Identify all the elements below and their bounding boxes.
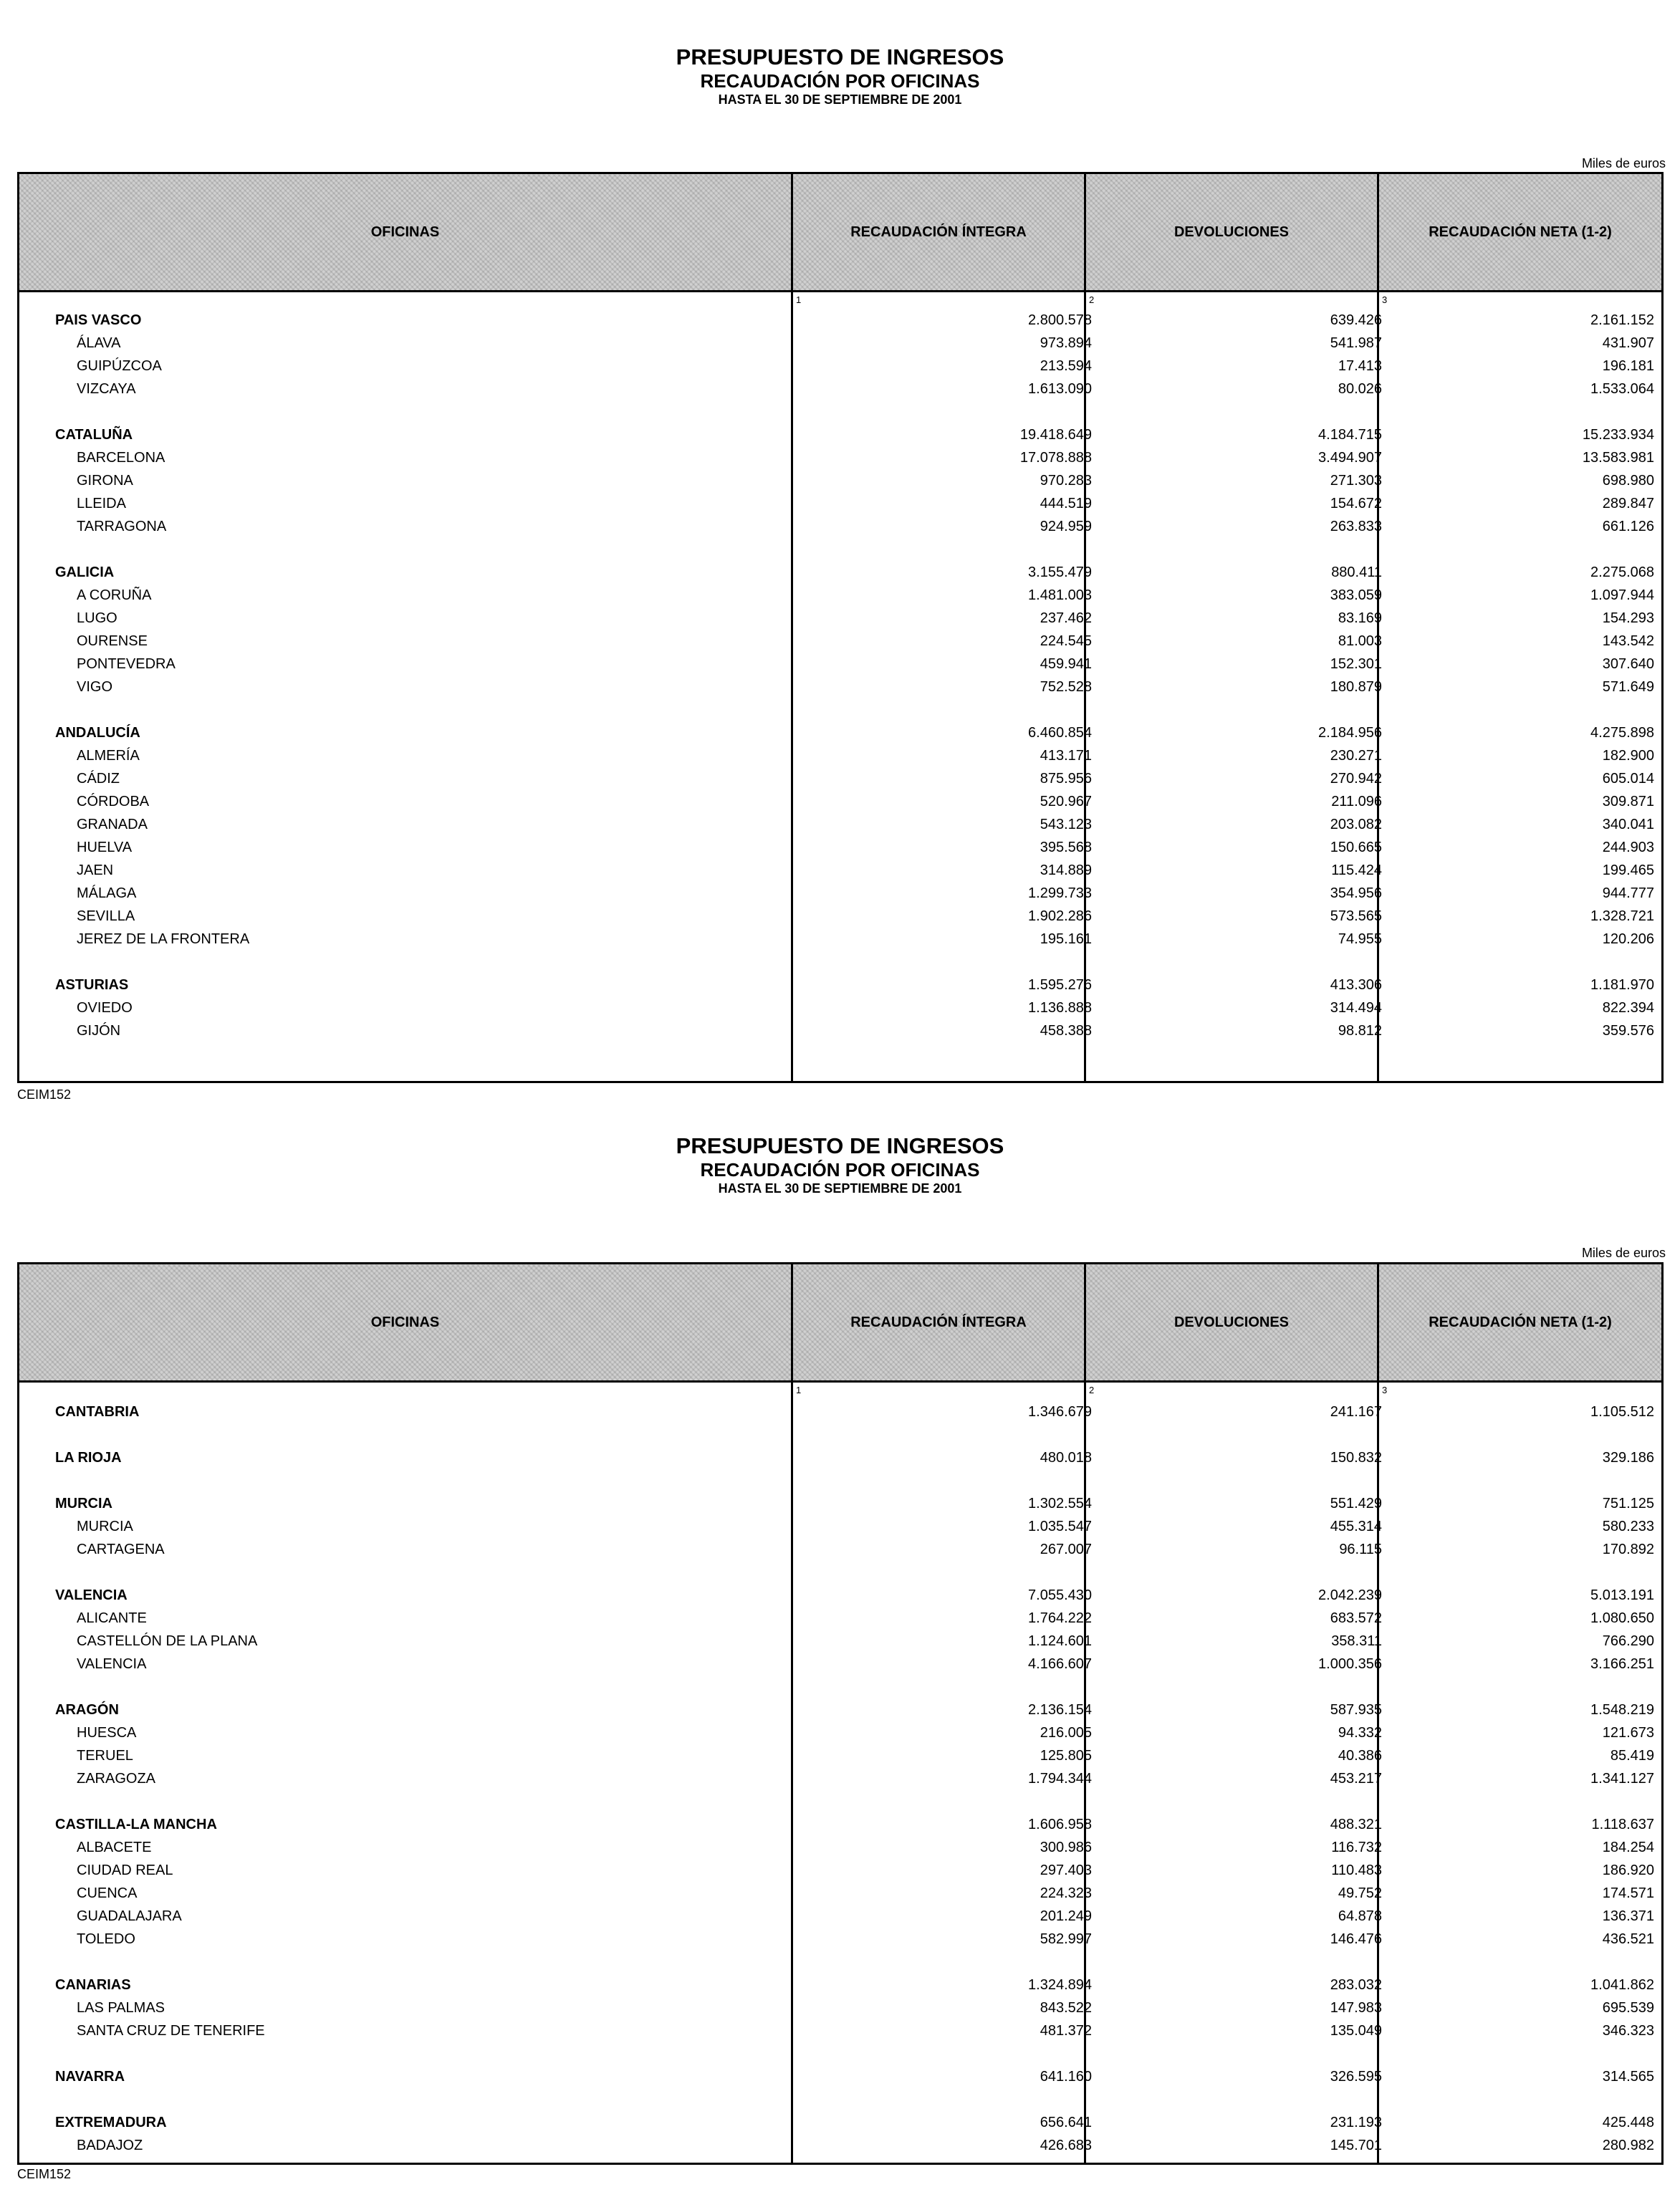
recaudacion-integra-value: 1.606.958 <box>1028 1817 1092 1832</box>
recaudacion-integra-value: 973.894 <box>1040 335 1092 351</box>
recaudacion-neta-value: 307.640 <box>1602 656 1654 672</box>
recaudacion-neta-value: 1.548.219 <box>1590 1702 1654 1718</box>
recaudacion-integra-value: 970.283 <box>1040 473 1092 489</box>
office-name: NAVARRA <box>55 2069 125 2085</box>
recaudacion-neta-value: 580.233 <box>1602 1519 1654 1534</box>
devoluciones-value: 180.879 <box>1330 679 1382 695</box>
recaudacion-integra-value: 2.136.154 <box>1028 1702 1092 1718</box>
devoluciones-value: 241.167 <box>1330 1404 1382 1420</box>
recaudacion-integra-value: 1.324.894 <box>1028 1977 1092 1993</box>
office-row <box>19 905 1661 928</box>
office-row <box>19 378 1661 400</box>
devoluciones-value: 80.026 <box>1338 381 1382 397</box>
report-subtitle: RECAUDACIÓN POR OFICINAS <box>700 70 980 92</box>
recaudacion-neta-value: 2.275.068 <box>1590 564 1654 580</box>
devoluciones-value: 81.003 <box>1338 633 1382 649</box>
office-name: LAS PALMAS <box>77 2000 165 2016</box>
devoluciones-value: 2.184.956 <box>1318 725 1382 741</box>
office-row <box>19 790 1661 813</box>
region-row <box>19 309 1661 332</box>
recaudacion-neta-value: 425.448 <box>1602 2115 1654 2130</box>
office-name: GRANADA <box>77 817 148 832</box>
region-row <box>19 721 1661 744</box>
recaudacion-integra-value: 1.613.090 <box>1028 381 1092 397</box>
office-row <box>19 928 1661 951</box>
office-row <box>19 469 1661 492</box>
office-name: LA RIOJA <box>55 1450 122 1466</box>
devoluciones-value: 83.169 <box>1338 610 1382 626</box>
devoluciones-value: 573.565 <box>1330 908 1382 924</box>
recaudacion-neta-value: 5.013.191 <box>1590 1587 1654 1603</box>
office-row <box>19 584 1661 607</box>
recaudacion-integra-value: 300.986 <box>1040 1840 1092 1855</box>
devoluciones-value: 145.701 <box>1330 2138 1382 2153</box>
recaudacion-neta-value: 314.565 <box>1602 2069 1654 2085</box>
office-name: PAIS VASCO <box>55 312 142 328</box>
recaudacion-integra-value: 543.123 <box>1040 817 1092 832</box>
recaudacion-neta-value: 15.233.934 <box>1582 427 1654 443</box>
office-row <box>19 1019 1661 1042</box>
office-name: GALICIA <box>55 564 115 580</box>
recaudacion-neta-value: 4.275.898 <box>1590 725 1654 741</box>
office-name: CASTELLÓN DE LA PLANA <box>77 1633 258 1649</box>
recaudacion-integra-value: 459.941 <box>1040 656 1092 672</box>
office-name: CIUDAD REAL <box>77 1862 173 1878</box>
recaudacion-neta-value: 3.166.251 <box>1590 1656 1654 1672</box>
devoluciones-value: 263.833 <box>1330 519 1382 534</box>
recaudacion-neta-value: 751.125 <box>1602 1496 1654 1511</box>
devoluciones-value: 354.956 <box>1330 885 1382 901</box>
recaudacion-integra-value: 1.902.286 <box>1028 908 1092 924</box>
recaudacion-integra-value: 481.372 <box>1040 2023 1092 2039</box>
recaudacion-integra-value: 520.967 <box>1040 794 1092 809</box>
devoluciones-value: 154.672 <box>1330 496 1382 511</box>
devoluciones-value: 270.942 <box>1330 771 1382 787</box>
office-row <box>19 882 1661 905</box>
recaudacion-integra-value: 6.460.854 <box>1028 725 1092 741</box>
recaudacion-integra-value: 297.403 <box>1040 1862 1092 1878</box>
devoluciones-value: 74.955 <box>1338 931 1382 947</box>
office-row <box>19 996 1661 1019</box>
office-name: VALENCIA <box>55 1587 128 1603</box>
devoluciones-value: 94.332 <box>1338 1725 1382 1741</box>
office-row <box>19 630 1661 653</box>
devoluciones-value: 231.193 <box>1330 2115 1382 2130</box>
devoluciones-value: 40.386 <box>1338 1748 1382 1764</box>
recaudacion-neta-value: 1.105.512 <box>1590 1404 1654 1420</box>
recaudacion-neta-value: 309.871 <box>1602 794 1654 809</box>
recaudacion-integra-value: 267.007 <box>1040 1542 1092 1557</box>
region-row <box>19 1698 1661 1721</box>
devoluciones-value: 551.429 <box>1330 1496 1382 1511</box>
office-name: CUENCA <box>77 1885 138 1901</box>
recaudacion-integra-value: 1.124.601 <box>1028 1633 1092 1649</box>
recaudacion-integra-value: 1.481.003 <box>1028 587 1092 603</box>
office-name: CATALUÑA <box>55 427 133 443</box>
devoluciones-value: 271.303 <box>1330 473 1382 489</box>
office-name: ARAGÓN <box>55 1702 119 1718</box>
recaudacion-neta-value: 244.903 <box>1602 840 1654 855</box>
recaudacion-integra-value: 314.889 <box>1040 862 1092 878</box>
recaudacion-neta-value: 766.290 <box>1602 1633 1654 1649</box>
recaudacion-neta-value: 1.041.862 <box>1590 1977 1654 1993</box>
office-name: GIJÓN <box>77 1023 121 1039</box>
table-header <box>19 1264 1661 1383</box>
office-name: BARCELONA <box>77 450 165 466</box>
office-name: ÁLAVA <box>77 335 121 351</box>
devoluciones-value: 455.314 <box>1330 1519 1382 1534</box>
header-recaudacion-neta: RECAUDACIÓN NETA (1-2) <box>1429 1314 1612 1330</box>
office-name: GUADALAJARA <box>77 1908 182 1924</box>
region-row <box>19 1446 1661 1469</box>
recaudacion-integra-value: 1.764.222 <box>1028 1610 1092 1626</box>
recaudacion-integra-value: 7.055.430 <box>1028 1587 1092 1603</box>
recaudacion-integra-value: 656.641 <box>1040 2115 1092 2130</box>
office-name: CANARIAS <box>55 1977 131 1993</box>
devoluciones-value: 4.184.715 <box>1318 427 1382 443</box>
devoluciones-value: 880.411 <box>1331 564 1382 580</box>
region-row <box>19 1813 1661 1836</box>
units-label: Miles de euros <box>1581 156 1666 170</box>
devoluciones-value: 453.217 <box>1330 1771 1382 1787</box>
office-row <box>19 2134 1661 2157</box>
column-number: 2 <box>1089 1385 1095 1395</box>
office-name: ALICANTE <box>77 1610 147 1626</box>
office-row <box>19 1882 1661 1905</box>
column-number: 1 <box>796 294 802 305</box>
recaudacion-neta-value: 1.118.637 <box>1591 1817 1654 1832</box>
document-code: CEIM152 <box>17 2167 72 2181</box>
office-row <box>19 836 1661 859</box>
office-row <box>19 767 1661 790</box>
recaudacion-neta-value: 944.777 <box>1602 885 1654 901</box>
office-name: CARTAGENA <box>77 1542 165 1557</box>
office-name: HUESCA <box>77 1725 137 1741</box>
devoluciones-value: 326.595 <box>1330 2069 1382 2085</box>
office-row <box>19 1653 1661 1676</box>
recaudacion-neta-value: 661.126 <box>1602 519 1654 534</box>
recaudacion-integra-value: 458.388 <box>1040 1023 1092 1039</box>
office-name: VIZCAYA <box>77 381 136 397</box>
report-date: HASTA EL 30 DE SEPTIEMBRE DE 2001 <box>718 92 962 107</box>
office-row <box>19 2019 1661 2042</box>
recaudacion-neta-value: 1.341.127 <box>1590 1771 1654 1787</box>
recaudacion-neta-value: 170.892 <box>1602 1542 1654 1557</box>
header-oficinas: OFICINAS <box>370 1314 440 1330</box>
recaudacion-integra-value: 19.418.649 <box>1019 427 1092 443</box>
recaudacion-neta-value: 436.521 <box>1602 1931 1654 1947</box>
office-name: ZARAGOZA <box>77 1771 156 1787</box>
office-name: CANTABRIA <box>55 1404 140 1420</box>
office-name: OVIEDO <box>77 1000 133 1016</box>
report-header <box>0 44 1680 107</box>
office-row <box>19 607 1661 630</box>
recaudacion-integra-value: 1.794.344 <box>1028 1771 1092 1787</box>
office-name: HUELVA <box>77 840 133 855</box>
recaudacion-neta-value: 346.323 <box>1602 2023 1654 2039</box>
office-row <box>19 859 1661 882</box>
recaudacion-integra-value: 216.005 <box>1040 1725 1092 1741</box>
recaudacion-integra-value: 195.161 <box>1040 931 1092 947</box>
devoluciones-value: 314.494 <box>1330 1000 1382 1016</box>
office-name: MÁLAGA <box>77 885 137 901</box>
recaudacion-neta-value: 143.542 <box>1602 633 1654 649</box>
recaudacion-neta-value: 182.900 <box>1602 748 1654 764</box>
region-row <box>19 1974 1661 1996</box>
devoluciones-value: 383.059 <box>1330 587 1382 603</box>
recaudacion-integra-value: 480.018 <box>1040 1450 1092 1466</box>
units-label: Miles de euros <box>1581 1246 1666 1260</box>
office-name: ANDALUCÍA <box>55 725 140 741</box>
region-row <box>19 423 1661 446</box>
office-name: EXTREMADURA <box>55 2115 167 2130</box>
office-name: TARRAGONA <box>77 519 167 534</box>
recaudacion-integra-value: 3.155.479 <box>1028 564 1092 580</box>
devoluciones-value: 49.752 <box>1338 1885 1382 1901</box>
office-row <box>19 1859 1661 1882</box>
recaudacion-neta-value: 13.583.981 <box>1582 450 1654 466</box>
recaudacion-neta-value: 698.980 <box>1602 473 1654 489</box>
office-name: JEREZ DE LA FRONTERA <box>77 931 250 947</box>
office-name: BADAJOZ <box>77 2138 143 2153</box>
recaudacion-integra-value: 395.568 <box>1040 840 1092 855</box>
recaudacion-integra-value: 1.346.679 <box>1028 1404 1092 1420</box>
recaudacion-neta-value: 289.847 <box>1602 496 1654 511</box>
recaudacion-integra-value: 1.299.733 <box>1028 885 1092 901</box>
recaudacion-neta-value: 174.571 <box>1602 1885 1654 1901</box>
devoluciones-value: 150.665 <box>1330 840 1382 855</box>
office-row <box>19 653 1661 676</box>
recaudacion-integra-value: 641.160 <box>1040 2069 1092 2085</box>
recaudacion-neta-value: 1.080.650 <box>1590 1610 1654 1626</box>
office-row <box>19 744 1661 767</box>
devoluciones-value: 146.476 <box>1330 1931 1382 1947</box>
office-name: ALMERÍA <box>77 748 140 764</box>
devoluciones-value: 135.049 <box>1330 2023 1382 2039</box>
column-number: 3 <box>1382 294 1388 305</box>
office-name: CÓRDOBA <box>77 794 150 809</box>
office-name: GIRONA <box>77 473 133 489</box>
recaudacion-integra-value: 752.528 <box>1040 679 1092 695</box>
report-subtitle: RECAUDACIÓN POR OFICINAS <box>700 1159 980 1181</box>
recaudacion-integra-value: 2.800.578 <box>1028 312 1092 328</box>
document-code: CEIM152 <box>17 1087 72 1102</box>
office-name: TERUEL <box>77 1748 133 1764</box>
recaudacion-neta-value: 1.533.064 <box>1590 381 1654 397</box>
recaudacion-neta-value: 605.014 <box>1602 771 1654 787</box>
office-row <box>19 446 1661 469</box>
office-row <box>19 1928 1661 1951</box>
devoluciones-value: 211.096 <box>1331 794 1382 809</box>
revenue-table <box>17 172 1664 1083</box>
header-recaudacion-integra: RECAUDACIÓN ÍNTEGRA <box>850 223 1027 240</box>
recaudacion-integra-value: 426.683 <box>1040 2138 1092 2153</box>
recaudacion-integra-value: 224.323 <box>1040 1885 1092 1901</box>
report-header <box>0 1133 1680 1196</box>
recaudacion-integra-value: 17.078.888 <box>1019 450 1092 466</box>
recaudacion-integra-value: 1.136.888 <box>1028 1000 1092 1016</box>
region-row <box>19 974 1661 996</box>
devoluciones-value: 587.935 <box>1330 1702 1382 1718</box>
devoluciones-value: 203.082 <box>1330 817 1382 832</box>
devoluciones-value: 152.301 <box>1330 656 1382 672</box>
recaudacion-neta-value: 1.328.721 <box>1590 908 1654 924</box>
report-date: HASTA EL 30 DE SEPTIEMBRE DE 2001 <box>718 1181 962 1196</box>
office-row <box>19 355 1661 378</box>
column-number: 2 <box>1089 294 1095 305</box>
office-row <box>19 332 1661 355</box>
report-page-2 <box>0 1107 1680 2187</box>
office-row <box>19 1607 1661 1630</box>
header-recaudacion-integra: RECAUDACIÓN ÍNTEGRA <box>850 1314 1027 1330</box>
devoluciones-value: 488.321 <box>1330 1817 1382 1832</box>
devoluciones-value: 283.032 <box>1330 1977 1382 1993</box>
recaudacion-neta-value: 359.576 <box>1602 1023 1654 1039</box>
devoluciones-value: 639.426 <box>1330 312 1382 328</box>
recaudacion-neta-value: 2.161.152 <box>1590 312 1654 328</box>
region-row <box>19 2111 1661 2134</box>
devoluciones-value: 541.987 <box>1330 335 1382 351</box>
office-row <box>19 1836 1661 1859</box>
region-row <box>19 1584 1661 1607</box>
recaudacion-neta-value: 431.907 <box>1602 335 1654 351</box>
column-number: 3 <box>1382 1385 1388 1395</box>
office-row <box>19 1515 1661 1538</box>
column-number: 1 <box>796 1385 802 1395</box>
recaudacion-neta-value: 196.181 <box>1602 358 1654 374</box>
office-name: OURENSE <box>77 633 148 649</box>
office-row <box>19 1905 1661 1928</box>
recaudacion-neta-value: 822.394 <box>1602 1000 1654 1016</box>
recaudacion-neta-value: 120.206 <box>1602 931 1654 947</box>
devoluciones-value: 116.732 <box>1331 1840 1382 1855</box>
devoluciones-value: 96.115 <box>1339 1542 1382 1557</box>
header-oficinas: OFICINAS <box>370 223 440 240</box>
recaudacion-neta-value: 121.673 <box>1602 1725 1654 1741</box>
header-recaudacion-neta: RECAUDACIÓN NETA (1-2) <box>1429 223 1612 240</box>
devoluciones-value: 17.413 <box>1338 358 1382 374</box>
recaudacion-integra-value: 413.171 <box>1040 748 1092 764</box>
office-name: MURCIA <box>55 1496 112 1511</box>
devoluciones-value: 3.494.907 <box>1318 450 1382 466</box>
office-name: SANTA CRUZ DE TENERIFE <box>77 2023 265 2039</box>
recaudacion-integra-value: 843.522 <box>1040 2000 1092 2016</box>
region-row <box>19 1492 1661 1515</box>
recaudacion-neta-value: 136.371 <box>1602 1908 1654 1924</box>
office-name: SEVILLA <box>77 908 135 924</box>
devoluciones-value: 2.042.239 <box>1318 1587 1382 1603</box>
recaudacion-neta-value: 1.181.970 <box>1590 977 1654 993</box>
report-title: PRESUPUESTO DE INGRESOS <box>676 1133 1004 1158</box>
report-title: PRESUPUESTO DE INGRESOS <box>676 44 1004 69</box>
recaudacion-integra-value: 213.594 <box>1040 358 1092 374</box>
office-row <box>19 515 1661 538</box>
office-name: LUGO <box>77 610 117 626</box>
office-name: VIGO <box>77 679 113 695</box>
header-devoluciones: DEVOLUCIONES <box>1173 223 1290 240</box>
recaudacion-integra-value: 224.545 <box>1040 633 1092 649</box>
devoluciones-value: 1.000.356 <box>1318 1656 1382 1672</box>
office-row <box>19 1744 1661 1767</box>
office-row <box>19 1538 1661 1561</box>
devoluciones-value: 147.983 <box>1330 2000 1382 2016</box>
region-row <box>19 561 1661 584</box>
recaudacion-neta-value: 199.465 <box>1602 862 1654 878</box>
recaudacion-neta-value: 571.649 <box>1602 679 1654 695</box>
table-header <box>19 174 1661 292</box>
recaudacion-integra-value: 1.035.547 <box>1028 1519 1092 1534</box>
office-row <box>19 676 1661 698</box>
devoluciones-value: 683.572 <box>1330 1610 1382 1626</box>
recaudacion-integra-value: 125.805 <box>1040 1748 1092 1764</box>
office-name: PONTEVEDRA <box>77 656 176 672</box>
office-row <box>19 492 1661 515</box>
recaudacion-neta-value: 184.254 <box>1602 1840 1654 1855</box>
office-name: A CORUÑA <box>77 587 152 603</box>
devoluciones-value: 150.832 <box>1330 1450 1382 1466</box>
recaudacion-integra-value: 875.956 <box>1040 771 1092 787</box>
devoluciones-value: 110.483 <box>1331 1862 1382 1878</box>
header-devoluciones: DEVOLUCIONES <box>1173 1314 1290 1330</box>
office-name: LLEIDA <box>77 496 126 511</box>
office-row <box>19 1996 1661 2019</box>
office-name: JAEN <box>77 862 114 878</box>
recaudacion-integra-value: 1.595.276 <box>1028 977 1092 993</box>
region-row <box>19 2065 1661 2088</box>
recaudacion-integra-value: 4.166.607 <box>1028 1656 1092 1672</box>
office-name: ALBACETE <box>77 1840 152 1855</box>
office-row <box>19 1767 1661 1790</box>
recaudacion-integra-value: 237.462 <box>1040 610 1092 626</box>
revenue-table <box>17 1262 1664 2165</box>
recaudacion-integra-value: 444.519 <box>1040 496 1092 511</box>
devoluciones-value: 64.878 <box>1338 1908 1382 1924</box>
recaudacion-integra-value: 1.302.554 <box>1028 1496 1092 1511</box>
recaudacion-neta-value: 329.186 <box>1602 1450 1654 1466</box>
office-name: ASTURIAS <box>55 977 129 993</box>
recaudacion-neta-value: 186.920 <box>1602 1862 1654 1878</box>
office-name: MURCIA <box>77 1519 133 1534</box>
devoluciones-value: 358.311 <box>1331 1633 1382 1649</box>
office-row <box>19 1721 1661 1744</box>
office-name: CÁDIZ <box>77 771 120 787</box>
recaudacion-integra-value: 924.959 <box>1040 519 1092 534</box>
devoluciones-value: 413.306 <box>1330 977 1382 993</box>
office-name: TOLEDO <box>77 1931 135 1947</box>
recaudacion-neta-value: 280.982 <box>1602 2138 1654 2153</box>
office-name: CASTILLA-LA MANCHA <box>55 1817 217 1832</box>
devoluciones-value: 115.424 <box>1331 862 1382 878</box>
devoluciones-value: 230.271 <box>1330 748 1382 764</box>
recaudacion-neta-value: 1.097.944 <box>1590 587 1654 603</box>
office-name: GUIPÚZCOA <box>77 358 162 374</box>
recaudacion-integra-value: 201.249 <box>1040 1908 1092 1924</box>
office-row <box>19 1630 1661 1653</box>
recaudacion-neta-value: 85.419 <box>1610 1748 1654 1764</box>
recaudacion-neta-value: 154.293 <box>1602 610 1654 626</box>
devoluciones-value: 98.812 <box>1338 1023 1382 1039</box>
region-row <box>19 1400 1661 1423</box>
office-row <box>19 813 1661 836</box>
recaudacion-neta-value: 340.041 <box>1602 817 1654 832</box>
office-name: VALENCIA <box>77 1656 147 1672</box>
recaudacion-neta-value: 695.539 <box>1602 2000 1654 2016</box>
recaudacion-integra-value: 582.997 <box>1040 1931 1092 1947</box>
